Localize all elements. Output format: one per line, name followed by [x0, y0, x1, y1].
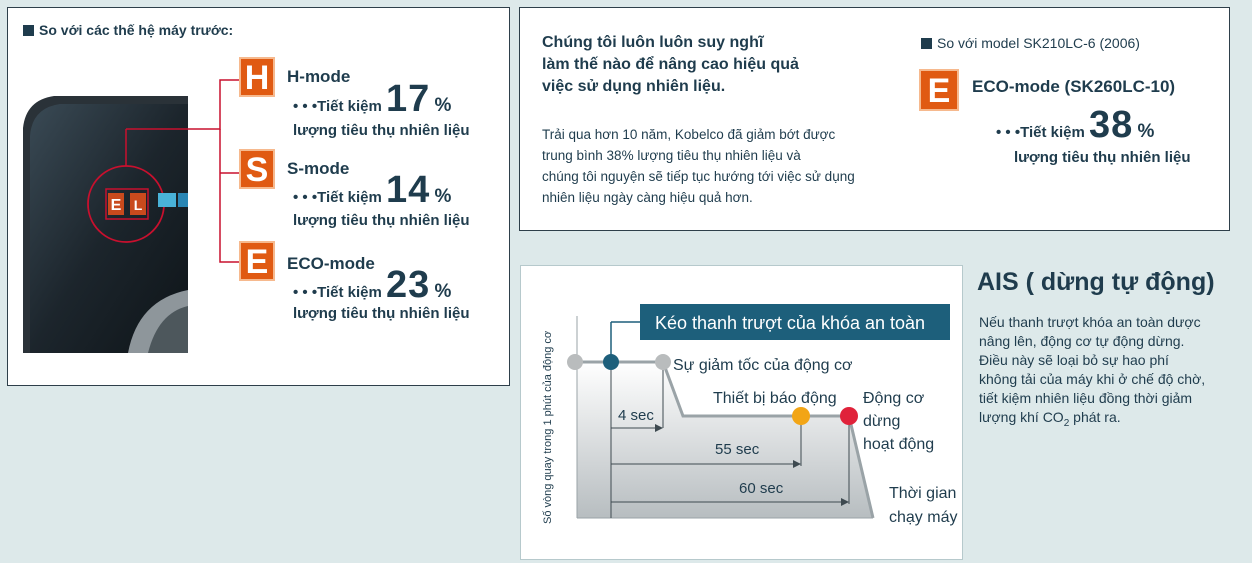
ais-line: không tải của máy khi ở chế độ chờ, [979, 371, 1206, 387]
body-text [542, 124, 855, 208]
saving-unit: % [434, 186, 452, 207]
h-mode-name: H-mode [287, 67, 351, 86]
eco-model-saving [996, 104, 1154, 147]
display-l-letter: L [133, 197, 143, 213]
saving-value: 14 [386, 169, 431, 211]
ais-line: nâng lên, động cơ tự động dừng. [979, 333, 1185, 349]
body-line: nhiên liệu ngày càng hiệu quả hơn. [542, 190, 753, 205]
time-label-2: chạy máy [889, 509, 958, 526]
intro-line: việc sử dụng nhiên liệu. [542, 78, 726, 95]
eco-model-name: ECO-mode (SK260LC-10) [972, 77, 1176, 96]
time-label-1: Thời gian [889, 485, 957, 502]
connector-line [220, 129, 240, 262]
body-line: chúng tôi nguyện sẽ tiếp tục hướng tới việc sử dụng [542, 169, 855, 184]
ais-chart-panel [520, 265, 963, 560]
ais-last-suffix: phát ra. [1069, 409, 1121, 425]
display-blue-indicator [158, 193, 176, 207]
decel-label: Sự giảm tốc của động cơ [673, 357, 853, 374]
ais-last-sub: 2 [1063, 417, 1070, 429]
y-axis-label: Số vòng quay trong 1 phút của động cơ [542, 330, 554, 524]
decel-dot [655, 354, 671, 370]
eco-mode-saving [293, 264, 451, 307]
saving-unit: % [434, 281, 452, 302]
saving-label: • • •Tiết kiệm [293, 98, 382, 115]
eco-model-consumption: lượng tiêu thụ nhiên liệu [1014, 149, 1191, 166]
mode-comparison-heading: So với các thế hệ máy trước: [23, 22, 233, 38]
ais-line: Nếu thanh trượt khóa an toàn dược [979, 314, 1201, 330]
ais-line: tiết kiệm nhiên liệu đồng thời giảm [979, 390, 1193, 406]
saving-unit: % [434, 95, 452, 116]
saving-unit: % [1137, 121, 1155, 142]
interval-4sec: 4 sec [618, 407, 654, 424]
saving-value: 23 [386, 264, 431, 306]
ais-description [979, 313, 1205, 433]
compare-heading: So với model SK210LC-6 (2006) [921, 35, 1140, 51]
mode-comparison-panel [7, 7, 510, 386]
s-mode-badge: S [239, 149, 275, 189]
stop-label-3: hoạt động [863, 436, 935, 453]
banner-text: Kéo thanh trượt của khóa an toàn [655, 313, 926, 333]
body-line: Trải qua hơn 10 năm, Kobelco đã giảm bớt được [542, 127, 836, 142]
ais-last-prefix: lượng khí CO [979, 409, 1064, 425]
display-blue-indicator-2 [178, 193, 188, 207]
interval-55sec: 55 sec [715, 441, 760, 458]
square-bullet-icon [921, 38, 932, 49]
interval-60sec: 60 sec [739, 480, 784, 497]
intro-line: Chúng tôi luôn luôn suy nghĩ [542, 34, 764, 51]
h-mode-saving [293, 78, 451, 121]
ais-title: AIS ( dừng tự động) [977, 268, 1215, 296]
h-mode-consumption: lượng tiêu thụ nhiên liệu [293, 122, 470, 139]
lock-dot [603, 354, 619, 370]
eco-mode-badge: E [239, 241, 275, 281]
eco-badge: E [919, 69, 959, 111]
ais-line-last [979, 408, 1205, 433]
connector-line [188, 80, 240, 129]
display-e-letter: E [110, 197, 122, 214]
stop-label-1: Động cơ [863, 390, 925, 407]
eco-mode-consumption: lượng tiêu thụ nhiên liệu [293, 305, 470, 322]
ais-timing-chart [521, 266, 962, 559]
alarm-label: Thiết bị báo động [713, 390, 837, 407]
s-mode-name: S-mode [287, 159, 350, 178]
s-mode-consumption: lượng tiêu thụ nhiên liệu [293, 212, 470, 229]
eco-mode-name: ECO-mode [287, 254, 375, 273]
start-dot [567, 354, 583, 370]
s-mode-saving [293, 169, 451, 212]
stop-label-2: dừng [863, 413, 901, 430]
alarm-dot [792, 407, 810, 425]
saving-value: 38 [1089, 104, 1134, 146]
ais-line: Điều này sẽ loại bỏ sự hao phí [979, 352, 1169, 368]
body-line: trung bình 38% lượng tiêu thụ nhiên liệu và [542, 148, 801, 163]
fuel-efficiency-panel [519, 7, 1230, 231]
intro-text [542, 32, 799, 98]
saving-label: • • •Tiết kiệm [293, 284, 382, 301]
intro-line: làm thế nào để nâng cao hiệu quả [542, 56, 799, 73]
rpm-area [577, 362, 873, 518]
saving-label: • • •Tiết kiệm [996, 124, 1085, 141]
stop-dot [840, 407, 858, 425]
saving-label: • • •Tiết kiệm [293, 189, 382, 206]
saving-value: 17 [386, 78, 431, 120]
h-mode-badge: H [239, 57, 275, 97]
